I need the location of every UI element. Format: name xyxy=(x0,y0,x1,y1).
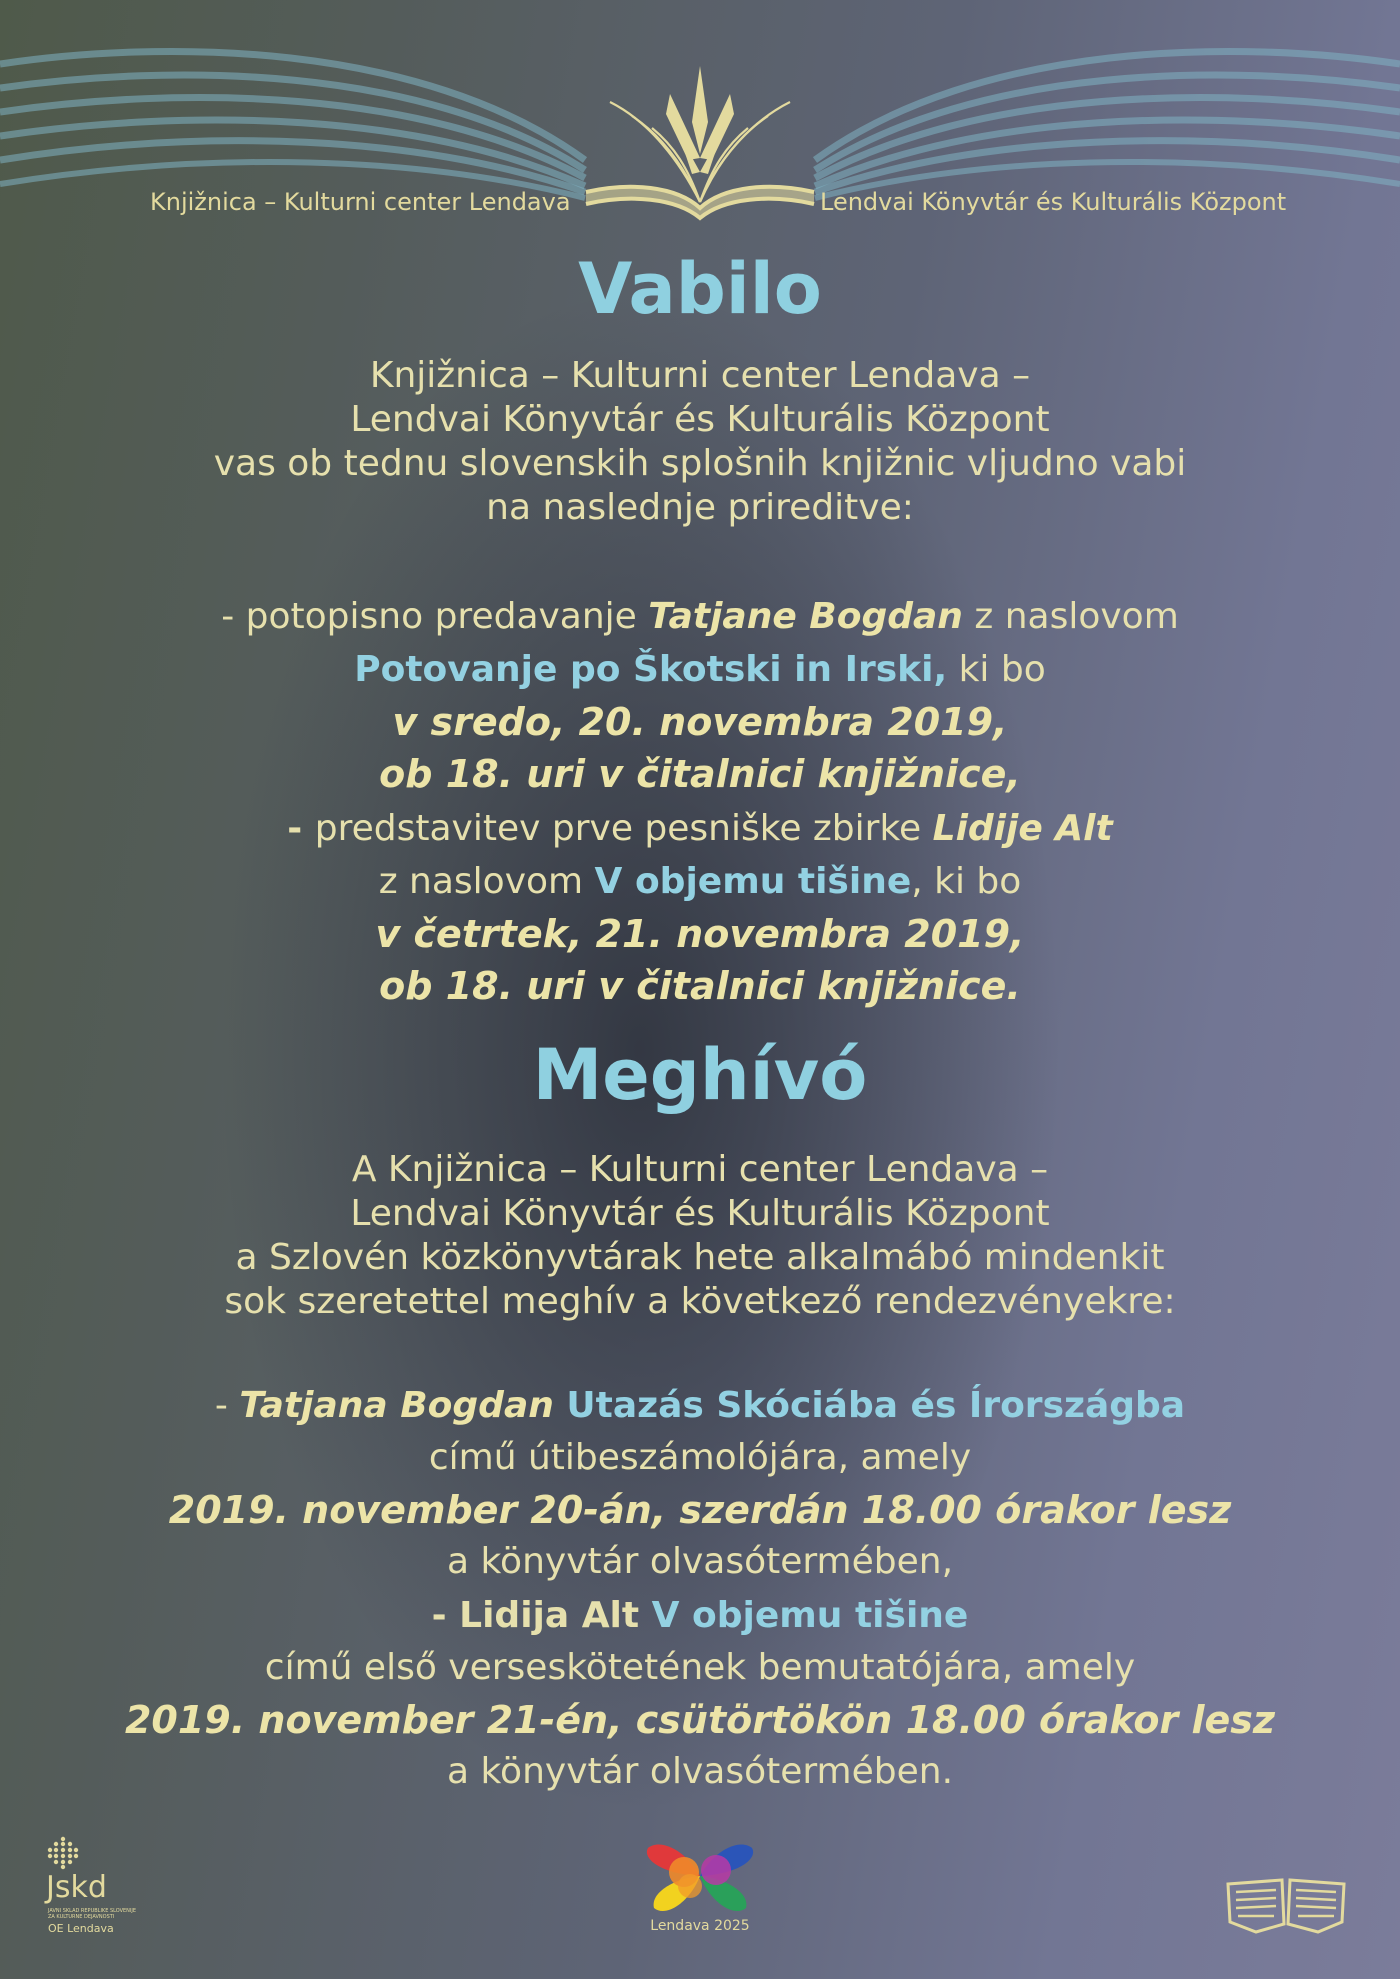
slovene-intro-line: Lendvai Könyvtár és Kulturális Központ xyxy=(350,399,1050,440)
hungarian-event-2 xyxy=(0,1590,1400,1798)
event-work-title: V objemu tišine xyxy=(639,1595,969,1636)
event-date: v četrtek, 21. novembra 2019, xyxy=(375,912,1025,956)
lendava-2025-logo xyxy=(640,1834,760,1938)
event-intro-line xyxy=(0,1590,1400,1642)
open-book-with-wheat-icon xyxy=(580,62,820,222)
event-person: Lidije Alt xyxy=(932,808,1113,849)
event-work-title: Utazás Skóciába és Írországba xyxy=(553,1385,1186,1426)
event-description: című első verseskötetének bemutatójára, amely xyxy=(264,1647,1136,1688)
lendava-logo-label: Lendava 2025 xyxy=(650,1918,750,1934)
header-left-text: Knjižnica – Kulturni center Lendava xyxy=(150,188,571,216)
jskd-subtitle: ZA KULTURNE DEJAVNOSTI xyxy=(48,1914,115,1920)
event-intro-line xyxy=(0,590,1400,643)
event-prefix: - xyxy=(214,1385,240,1426)
jskd-logo xyxy=(44,1836,184,1936)
event-person: Tatjana Bogdan xyxy=(239,1385,554,1426)
community-seal-logo xyxy=(1222,1876,1352,1936)
event-connector: z naslovom xyxy=(962,596,1179,637)
slovene-intro xyxy=(0,354,1400,530)
hungarian-intro-line: sok szeretettel meghív a következő rendezvényekre: xyxy=(224,1281,1176,1322)
event-prefix: - xyxy=(287,808,315,849)
event-connector: , ki bo xyxy=(911,861,1022,902)
hungarian-intro-line: a Szlovén közkönyvtárak hete alkalmábó mindenkit xyxy=(235,1237,1165,1278)
event-prefix: - potopisno predavanje xyxy=(221,596,649,637)
butterfly-icon xyxy=(640,1834,760,1918)
event-connector: ki bo xyxy=(947,649,1046,690)
event-work-title: V objemu tišine xyxy=(594,861,912,902)
event-date: v sredo, 20. novembra 2019, xyxy=(392,700,1008,744)
jskd-unit: OE Lendava xyxy=(48,1922,114,1935)
jskd-name: Jskd xyxy=(46,1870,107,1905)
hungarian-intro xyxy=(0,1148,1400,1324)
event-person: Tatjane Bogdan xyxy=(648,596,963,637)
event-place: a könyvtár olvasótermében. xyxy=(446,1751,954,1792)
event-lead: predstavitev prve pesniške zbirke xyxy=(314,808,933,849)
slovene-intro-line: Knjižnica – Kulturni center Lendava – xyxy=(369,355,1031,396)
event-description: című útibeszámolójára, amely xyxy=(428,1437,972,1478)
event-person: Lidija Alt xyxy=(459,1595,640,1636)
slovene-event-2 xyxy=(0,802,1400,1012)
event-work-line xyxy=(0,643,1400,696)
hungarian-title: Meghívó xyxy=(532,1034,868,1116)
event-prefix: - xyxy=(431,1595,460,1636)
event-intro-line xyxy=(0,802,1400,855)
event-connector: z naslovom xyxy=(378,861,595,902)
event-intro-line xyxy=(0,1380,1400,1432)
event-place: a könyvtár olvasótermében, xyxy=(446,1541,954,1582)
slovene-intro-line: na naslednje prireditve: xyxy=(486,487,914,528)
hungarian-event-1 xyxy=(0,1380,1400,1588)
hungarian-intro-line: A Knjižnica – Kulturni center Lendava – xyxy=(351,1149,1049,1190)
jskd-dot-grid-icon xyxy=(46,1836,80,1870)
header-right-text: Lendvai Könyvtár és Kulturális Központ xyxy=(820,188,1287,216)
event-place: ob 18. uri v čitalnici knjižnice, xyxy=(379,752,1021,796)
slovene-intro-line: vas ob tednu slovenskih splošnih knjižnic vljudno vabi xyxy=(213,443,1187,484)
slovene-title: Vabilo xyxy=(578,248,822,330)
event-work-title: Potovanje po Škotski in Irski, xyxy=(354,649,948,690)
event-date: 2019. november 20-án, szerdán 18.00 órakor lesz xyxy=(168,1488,1232,1532)
hungarian-intro-line: Lendvai Könyvtár és Kulturális Központ xyxy=(350,1193,1050,1234)
event-work-line xyxy=(0,855,1400,908)
event-date: 2019. november 21-én, csütörtökön 18.00 órakor lesz xyxy=(124,1698,1276,1742)
event-place: ob 18. uri v čitalnici knjižnice. xyxy=(379,964,1021,1008)
jskd-subtitle: JAVNI SKLAD REPUBLIKE SLOVENIJE xyxy=(48,1908,137,1914)
slovene-event-1 xyxy=(0,590,1400,800)
